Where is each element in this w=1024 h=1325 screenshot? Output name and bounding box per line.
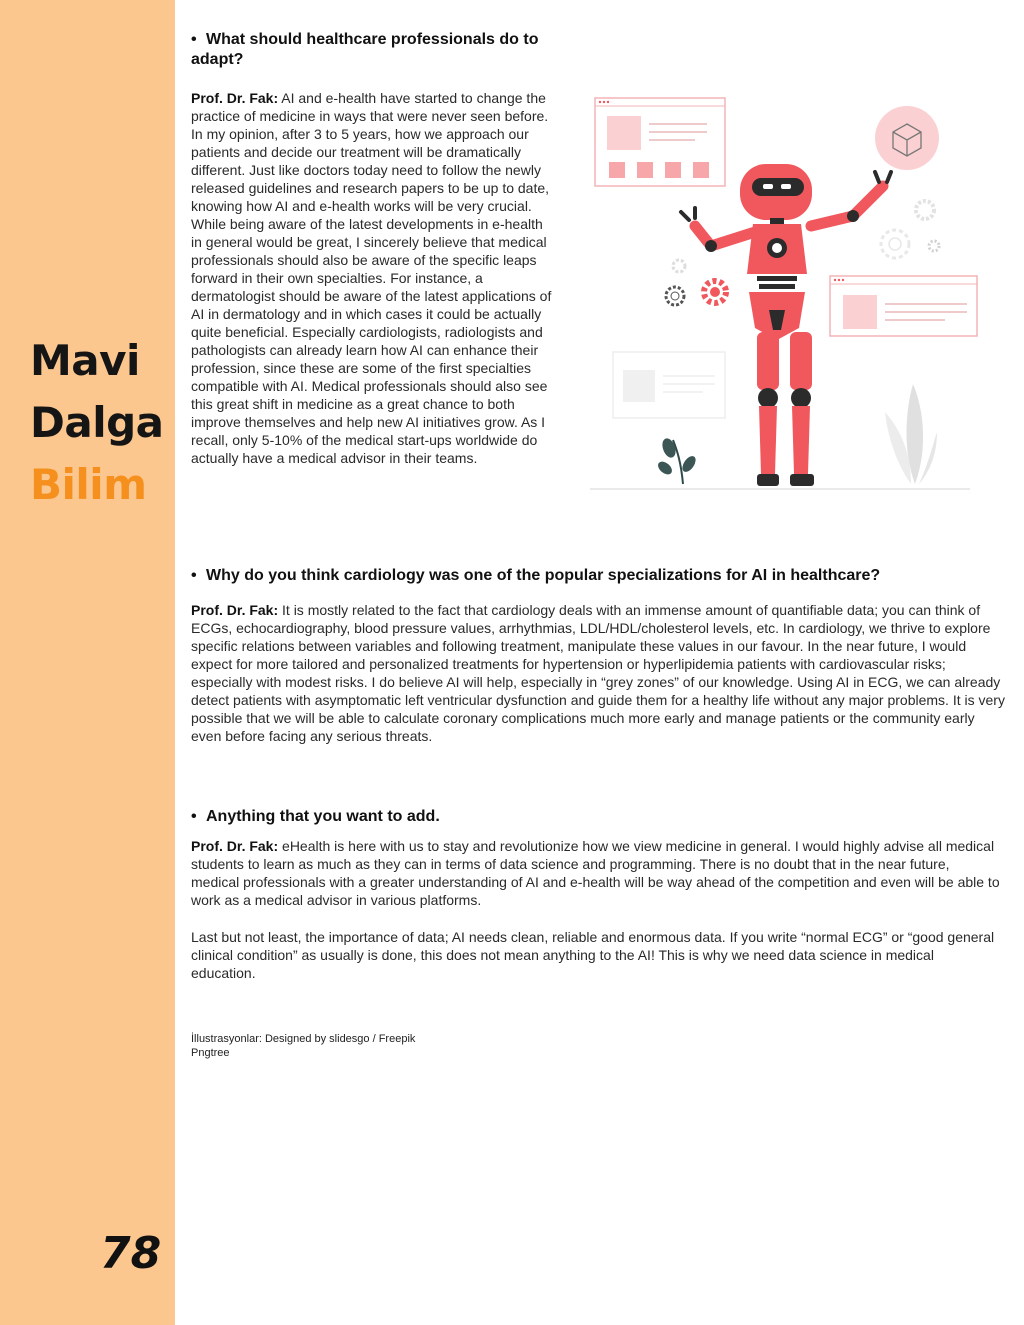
page-number: 78 xyxy=(100,1228,162,1279)
speaker-name: Prof. Dr. Fak: xyxy=(191,90,279,106)
answer-paragraph xyxy=(191,89,557,467)
brand-line-3: Bilim xyxy=(30,460,147,509)
gear-icon xyxy=(704,281,726,303)
gear-icon xyxy=(673,260,685,272)
speaker-name: Prof. Dr. Fak: xyxy=(191,838,279,854)
answer-paragraph xyxy=(191,601,1006,745)
credit-line-2: Pngtree xyxy=(191,1047,230,1059)
question-heading xyxy=(191,566,1001,586)
brand-line-1: Mavi xyxy=(30,336,140,385)
sidebar xyxy=(0,0,175,1325)
faded-window-icon xyxy=(613,352,725,418)
credit-line-1: İllustrasyonlar: Designed by slidesgo / Freepik xyxy=(191,1033,416,1045)
bullet-icon: • xyxy=(191,31,197,48)
question-heading xyxy=(191,807,891,827)
plant-icon xyxy=(656,437,699,484)
bullet-icon: • xyxy=(191,567,197,584)
cube-icon xyxy=(875,106,939,170)
illustration-credits xyxy=(191,1032,415,1060)
bullet-icon: • xyxy=(191,808,197,825)
robot-illustration xyxy=(585,92,980,497)
gear-icon xyxy=(916,201,934,219)
gear-icon xyxy=(666,287,684,305)
robot-illustration-icon xyxy=(585,92,980,497)
brand-line-2: Dalga xyxy=(30,398,164,447)
question-text: Why do you think cardiology was one of the popular specializations for AI in healthcare? xyxy=(206,567,881,584)
magazine-brand xyxy=(30,330,164,516)
answer-paragraph xyxy=(191,837,1001,909)
leaf-icon xyxy=(885,384,937,484)
question-text: What should healthcare professionals do to adapt? xyxy=(191,31,539,68)
gear-icon xyxy=(929,241,939,251)
speaker-name: Prof. Dr. Fak: xyxy=(191,602,279,618)
answer-text: It is mostly related to the fact that cardiology deals with an immense amount of quantifiable data; you can think of ECGs, echocardiography, blood pressure values, arrhythmias, LDL/HDL/cholesterol levels, etc. In cardiology, we thrive to explore specific relations between variables and following treatment, manipulate these values in our favour. In the near future, I would expect for more tailored and personalized treatments for hypertension or hyperlipidemia patients with cardiovascular risks; especially with modest risks. I do believe AI will help, especially in “grey zones” of our knowledge. Using AI in ECG, we can already detect patients with asymptomatic left ventricular dysfunction and guide them for a healthy life without any major problems. It is very possible that we will be able to calculate coronary complications much more early and manage patients or the community early even before facing any serious threats. xyxy=(191,602,1005,744)
browser-window-icon xyxy=(830,276,977,336)
answer-text: AI and e-health have started to change the practice of medicine in ways that were never seen before. In my opinion, after 3 to 5 years, how we approach our patients and decide our treatment will be dramatically different. Just like doctors today need to follow the newly released guidelines and research papers to be up to date, knowing how AI and e-health works will be very crucial. While being aware of the latest developments in e-health in general would be great, I sincerely believe that medical professionals should also be aware of the specific leaps forward in their own specialties. For instance, a dermatologist should be aware of the latest applications of AI in dermatology and in which cases it could be actually quite beneficial. Especially cardiologists, radiologists and pathologists can already learn how AI can enhance their profession, since these are some of the first specialties compatible with AI. Medical professionals should also see this great shift in medicine as a great chance to both improve themselves and help new AI initiatives grow. As I recall, only 5-10% of the medical start-ups worldwide do actually have a medical advisor in their teams. xyxy=(191,90,552,466)
question-heading xyxy=(191,30,571,70)
closing-paragraph xyxy=(191,928,1001,982)
browser-window-icon xyxy=(595,98,725,186)
closing-text: Last but not least, the importance of data; AI needs clean, reliable and enormous data. If you write “normal ECG” or “good general clinical condition” as usually is done, this does not mean anything to the AI! This is why we need data science in medical education. xyxy=(191,929,995,981)
gear-icon xyxy=(881,230,909,258)
answer-text: eHealth is here with us to stay and revolutionize how we view medicine in general. I would highly advise all medical students to learn as much as they can in terms of data science and programming. There is no doubt that in the near future, medical professionals with a greater understanding of AI and e-health will be way ahead of the competition and even will be able to work as a medical advisor in various platforms. xyxy=(191,838,1000,908)
question-text: Anything that you want to add. xyxy=(206,808,440,825)
